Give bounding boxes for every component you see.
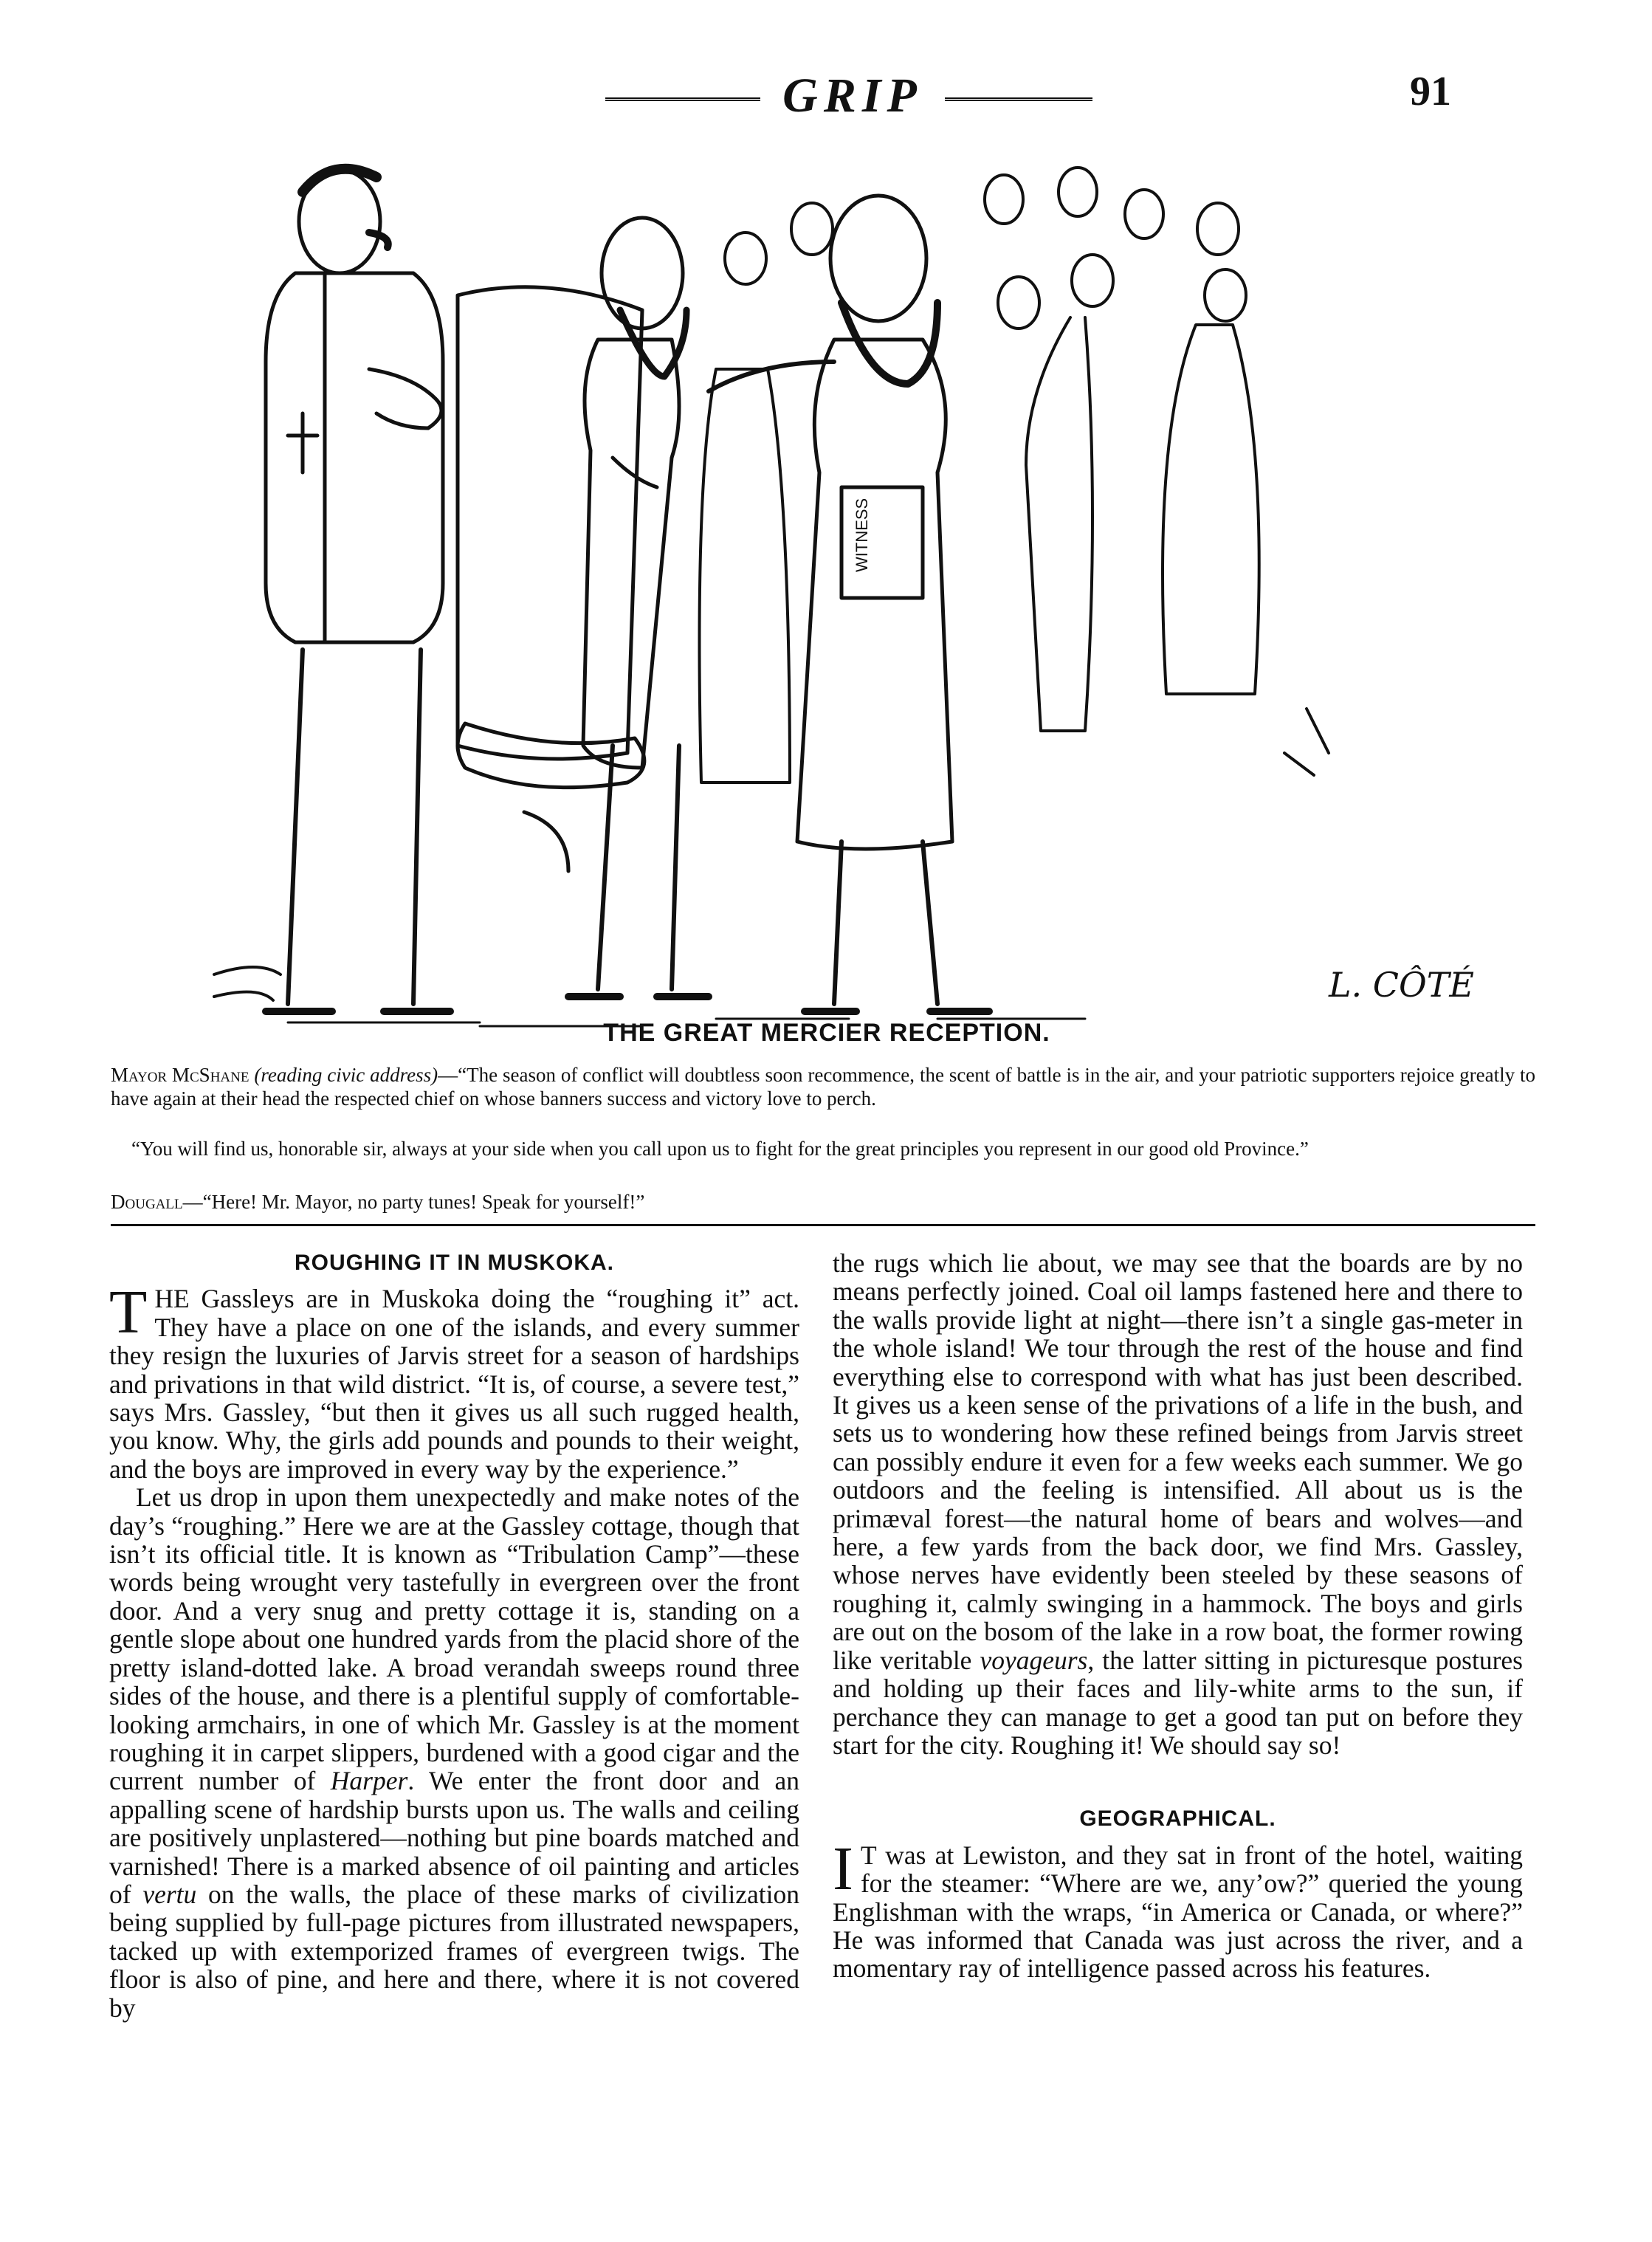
masthead-title: GRIP xyxy=(782,69,923,123)
article-heading-roughing: ROUGHING IT IN MUSKOKA. xyxy=(295,1251,614,1275)
caption-divider xyxy=(111,1224,1535,1226)
masthead xyxy=(576,68,1107,127)
mayor-figure xyxy=(214,169,450,1011)
article-spacer xyxy=(833,1759,1523,1805)
page-number: 91 xyxy=(1410,69,1451,114)
article-roughing-text-2b: . We enter the front door and an appalling scene of hardship bursts upon us. The walls and ceiling are positively unplastered—nothing but pine boards matched and varnished! There is a marked absence of oil painting and articles of xyxy=(109,1766,799,1909)
article-geographical-para xyxy=(833,1834,1523,1984)
dougall-figure xyxy=(709,196,989,1011)
artist-signature: L. CÔTÉ xyxy=(1329,965,1474,1005)
caption-speaker-dougall: Dougall xyxy=(111,1191,183,1213)
caption-mayor-speech xyxy=(111,1063,1535,1110)
article-roughing-para-3 xyxy=(833,1249,1523,1759)
article-geographical-text: T was at Lewiston, and they sat in front of the hotel, waiting for the steamer: “Where are we, any’ow?” queried the young Englishman with the wraps, “in America or Canada, or where?” He was informed that Canada was just across the river, and a momentary ray of intelligence passed across his features. xyxy=(833,1840,1523,1984)
article-roughing-para-1 xyxy=(109,1278,799,1484)
caption-speaker-note: (reading civic address) xyxy=(254,1064,438,1086)
article-roughing-text-3b: , the latter sitting in picturesque postures and holding up their faces and lily-white arms to the sun, if perchance they can manage to get a good tan put on before they start for the city. Roughing it! We should say so! xyxy=(833,1645,1523,1760)
masthead-rule-right xyxy=(945,97,1092,101)
dropcap-i: I xyxy=(833,1834,853,1903)
crowd-figures xyxy=(700,168,1329,783)
column-left xyxy=(109,1249,799,2022)
caption-speech-1: —“The season of conflict will doubtless soon recommence, the scent of battle is in the air, and your patriotic supporters rejoice greatly to have again at their head the respected chief on whose banners success and victory love to perch. xyxy=(111,1064,1535,1110)
italic-harper: Harper xyxy=(330,1766,408,1796)
article-roughing-text-2a: Let us drop in upon them unexpectedly and make notes of the day’s “roughing.” Here we are at the Gassley cottage, though that isn’t its official title. It is known as “Tribulation Camp”—these words being wrought very tastefully in evergreen over the front door. And a very snug and pretty cottage it is, standing on a gentle slope about one hundred yards from the placid shore of the pretty island-dotted lake. A broad verandah sweeps round three sides of the house, and there is a plentiful supply of comfortable-looking armchairs, in one of which Mr. Gassley is at the moment roughing it in carpet slippers, burdened with a good cigar and the current number of xyxy=(109,1482,799,1796)
mercier-figure xyxy=(568,218,709,997)
article-roughing-text-3a: the rugs which lie about, we may see that the boards are by no means perfectly joined. Coal oil lamps fastened here and there to the walls provide light at night—there isn’t a single gas-meter in the whole island! We tour through the rest of the house and find everything else to correspond with what has just been described. It gives us a keen sense of the privations of a life in the bush, and sets us to wondering how these refined beings from Jarvis street can possibly endure it even for a few weeks each summer. We go outdoors and the feeling is intensified. All about us is the primæval forest—the natural home of bears and wolves—and here, a few yards from the back door, we find Mrs. Gassley, whose nerves have evidently been steeled by these seasons of roughing it, calmly swinging in a hammock. The boys and girls are out on the bosom of the lake in a row boat, the former rowing like veritable xyxy=(833,1248,1523,1675)
article-roughing-text-1: HE Gassleys are in Muskoka doing the “roughing it” act. They have a place on one of the islands, and every summer they resign the luxuries of Jarvis street for a season of hardships and privations in that wild district. “It is, of course, a severe test,” says Mrs. Gassley, “but then it gives us all such rugged health, you know. Why, the girls add pounds and pounds to their weight, and the boys are improved in every way by the experience.” xyxy=(109,1284,799,1484)
article-roughing-para-2 xyxy=(109,1483,799,2022)
caption-title: THE GREAT MERCIER RECEPTION. xyxy=(603,1019,1050,1047)
scroll-document xyxy=(458,287,644,871)
caption-speech-2: —“Here! Mr. Mayor, no party tunes! Speak for yourself!” xyxy=(182,1191,645,1213)
article-roughing-text-2c: on the walls, the place of these marks of civilization being supplied by full-page pictures from illustrated newspapers, tacked up with extemporized frames of evergreen twigs. The floor is also of pine, and here and there, where it is not covered by xyxy=(109,1879,800,2023)
cartoon-illustration xyxy=(199,148,1474,1034)
caption-mayor-speech-cont: “You will find us, honorable sir, always at your side when you call upon us to fight for the great principles you represent in our good old Province.” xyxy=(131,1138,1309,1160)
italic-vertu: vertu xyxy=(142,1879,197,1909)
witness-book-label: WITNESS xyxy=(853,498,871,572)
article-heading-geographical: GEOGRAPHICAL. xyxy=(1079,1806,1276,1832)
italic-voyageurs: voyageurs xyxy=(980,1645,1088,1675)
masthead-rule-left xyxy=(605,97,760,101)
dropcap-t: T xyxy=(109,1278,148,1347)
caption-speaker-mayor: Mayor McShane xyxy=(111,1064,249,1086)
caption-dougall-speech xyxy=(111,1190,1535,1214)
column-right xyxy=(833,1249,1523,1983)
